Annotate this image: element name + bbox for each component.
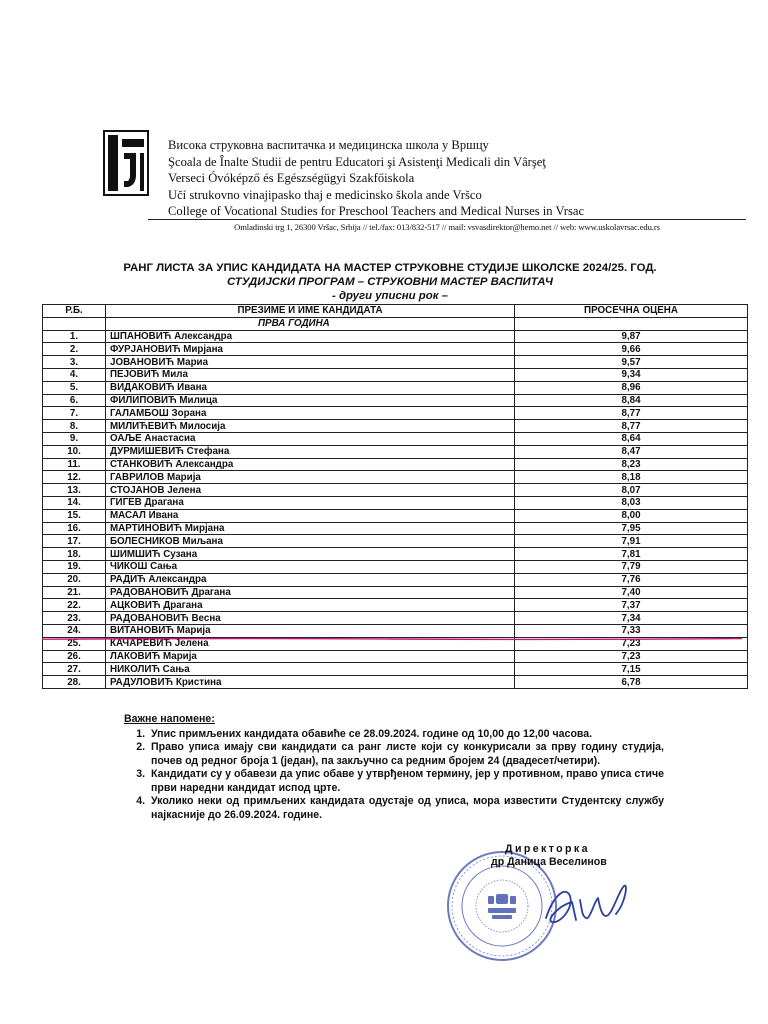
rank-cell: 7. xyxy=(43,407,106,420)
rank-cell: 2. xyxy=(43,343,106,356)
grade-cell: 9,57 xyxy=(515,356,748,369)
contact-line: Omladinski trg 1, 26300 Vršac, Srbija // tel./fax: 013/832-517 // mail: vsvasdirektor@hemo.net // web: www.uskolavrsac.edu.rs xyxy=(234,222,660,232)
grade-cell: 8,47 xyxy=(515,445,748,458)
name-cell: ГАЛАМБОШ Зорана xyxy=(106,407,515,420)
grade-cell: 6,78 xyxy=(515,676,748,689)
name-cell: ВИДАКОВИЋ Ивана xyxy=(106,381,515,394)
grade-cell: 8,23 xyxy=(515,458,748,471)
name-cell: ОАЉЕ Анастасиа xyxy=(106,432,515,445)
grade-cell: 7,33 xyxy=(515,624,748,637)
rank-cell: 15. xyxy=(43,509,106,522)
grade-cell: 8,84 xyxy=(515,394,748,407)
name-cell: ШИМШИЋ Сузана xyxy=(106,548,515,561)
grade-cell: 8,77 xyxy=(515,420,748,433)
grade-cell: 8,07 xyxy=(515,484,748,497)
grade-cell: 7,81 xyxy=(515,548,748,561)
note-item: 3. Кандидати су у обавези да упис обаве у утврђеном термину, јер у противном, право уписа стиче први наредни кандидат испод црте. xyxy=(148,768,664,795)
grade-cell: 7,23 xyxy=(515,650,748,663)
header-rank: Р.Б. xyxy=(43,305,106,318)
rank-cell: 25. xyxy=(43,637,106,650)
notes-heading: Важне напомене: xyxy=(124,713,215,725)
table-row xyxy=(43,420,748,433)
name-cell: ФУРЈАНОВИЋ Мирјана xyxy=(106,343,515,356)
table-row xyxy=(43,343,748,356)
grade-cell: 7,34 xyxy=(515,612,748,625)
institution-name-hungarian: Verseci Óvóképző és Egészségügyi Szakfőiskola xyxy=(168,171,415,186)
table-row xyxy=(43,560,748,573)
grade-cell: 7,15 xyxy=(515,663,748,676)
rank-cell: 13. xyxy=(43,484,106,497)
grade-cell: 9,66 xyxy=(515,343,748,356)
grade-cell: 8,03 xyxy=(515,496,748,509)
ranking-table xyxy=(42,304,748,689)
rank-cell: 23. xyxy=(43,612,106,625)
name-cell: МАСАЛ Ивана xyxy=(106,509,515,522)
name-cell: ЛАКОВИЋ Марија xyxy=(106,650,515,663)
note-item: 4. Уколико неки од примљених кандидата одустаје од уписа, мора известити Студентску службу најкасније до 26.09.2024. године. xyxy=(148,795,664,822)
name-cell: АЦКОВИЋ Драгана xyxy=(106,599,515,612)
table-row xyxy=(43,432,748,445)
grade-cell: 8,18 xyxy=(515,471,748,484)
important-notes xyxy=(124,713,664,822)
table-row xyxy=(43,624,748,637)
rank-cell: 14. xyxy=(43,496,106,509)
name-cell: ВИТАНОВИЋ Марија xyxy=(106,624,515,637)
header-divider xyxy=(148,219,746,220)
rank-cell: 20. xyxy=(43,573,106,586)
header-grade: ПРОСЕЧНА ОЦЕНА xyxy=(515,305,748,318)
table-row xyxy=(43,484,748,497)
signatory-name: др Даница Веселинов xyxy=(491,856,607,868)
name-cell: СТАНКОВИЋ Александра xyxy=(106,458,515,471)
grade-cell: 9,34 xyxy=(515,368,748,381)
grade-cell: 8,96 xyxy=(515,381,748,394)
table-row xyxy=(43,458,748,471)
signatory-role: Директорка xyxy=(505,843,590,855)
grade-cell: 7,37 xyxy=(515,599,748,612)
institution-name-serbian: Висока струковна васпитачка и медицинска школа у Вршцу xyxy=(168,138,489,152)
grade-cell: 8,00 xyxy=(515,509,748,522)
rank-cell: 10. xyxy=(43,445,106,458)
name-cell: ФИЛИПОВИЋ Милица xyxy=(106,394,515,407)
grade-cell: 8,64 xyxy=(515,432,748,445)
table-row xyxy=(43,394,748,407)
table-row xyxy=(43,381,748,394)
table-row xyxy=(43,676,748,689)
cutoff-pen-line xyxy=(42,637,742,641)
grade-cell: 9,87 xyxy=(515,330,748,343)
table-row xyxy=(43,573,748,586)
institution-names xyxy=(168,137,728,220)
table-row xyxy=(43,471,748,484)
name-cell: ГИГЕВ Драгана xyxy=(106,496,515,509)
name-cell: ПЕЈОВИЋ Мила xyxy=(106,368,515,381)
rank-cell: 19. xyxy=(43,560,106,573)
rank-cell: 27. xyxy=(43,663,106,676)
table-row xyxy=(43,612,748,625)
table-row xyxy=(43,548,748,561)
rank-cell: 6. xyxy=(43,394,106,407)
name-cell: ЧИКОШ Сања xyxy=(106,560,515,573)
grade-cell: 7,91 xyxy=(515,535,748,548)
rank-cell: 5. xyxy=(43,381,106,394)
rank-cell: 21. xyxy=(43,586,106,599)
school-logo-icon xyxy=(102,129,150,197)
table-header-row xyxy=(43,305,748,318)
name-cell: ЈОВАНОВИЋ Мариа xyxy=(106,356,515,369)
rank-cell: 16. xyxy=(43,522,106,535)
year-row xyxy=(43,317,748,330)
table-row xyxy=(43,663,748,676)
rank-cell: 1. xyxy=(43,330,106,343)
table-row xyxy=(43,522,748,535)
table-row xyxy=(43,535,748,548)
name-cell: БОЛЕСНИКОВ Миљана xyxy=(106,535,515,548)
rank-cell: 12. xyxy=(43,471,106,484)
rank-cell: 8. xyxy=(43,420,106,433)
table-row xyxy=(43,330,748,343)
document-title: РАНГ ЛИСТА ЗА УПИС КАНДИДАТА НА МАСТЕР СТРУКОВНЕ СТУДИЈЕ ШКОЛСКЕ 2024/25. ГОД. xyxy=(123,262,657,274)
name-cell: МАРТИНОВИЋ Мирјана xyxy=(106,522,515,535)
grade-cell: 7,95 xyxy=(515,522,748,535)
institution-name-english: College of Vocational Studies for Preschool Teachers and Medical Nurses in Vrsac xyxy=(168,204,585,219)
table-row xyxy=(43,586,748,599)
enrollment-round: - други уписни рок – xyxy=(332,290,448,302)
name-cell: РАДИЋ Александра xyxy=(106,573,515,586)
notes-list xyxy=(124,728,664,823)
rank-cell: 17. xyxy=(43,535,106,548)
name-cell: РАДОВАНОВИЋ Весна xyxy=(106,612,515,625)
grade-cell: 7,23 xyxy=(515,637,748,650)
name-cell: СТОЈАНОВ Јелена xyxy=(106,484,515,497)
table-row xyxy=(43,407,748,420)
name-cell: РАДУЛОВИЋ Кристина xyxy=(106,676,515,689)
rank-cell: 22. xyxy=(43,599,106,612)
rank-cell: 3. xyxy=(43,356,106,369)
rank-cell: 11. xyxy=(43,458,106,471)
header-name: ПРЕЗИМЕ И ИМЕ КАНДИДАТА xyxy=(106,305,515,318)
rank-cell: 24. xyxy=(43,624,106,637)
table-row xyxy=(43,368,748,381)
grade-cell: 7,79 xyxy=(515,560,748,573)
grade-cell: 7,76 xyxy=(515,573,748,586)
program-title: СТУДИЈСКИ ПРОГРАМ – СТРУКОВНИ МАСТЕР ВАСПИТАЧ xyxy=(227,276,553,288)
table-row xyxy=(43,496,748,509)
table-row xyxy=(43,445,748,458)
table-row xyxy=(43,509,748,522)
grade-cell: 8,77 xyxy=(515,407,748,420)
rank-cell: 26. xyxy=(43,650,106,663)
name-cell: ДУРМИШЕВИЋ Стефана xyxy=(106,445,515,458)
table-row xyxy=(43,650,748,663)
year-label: ПРВА ГОДИНА xyxy=(106,317,515,330)
rank-cell: 28. xyxy=(43,676,106,689)
handwritten-signature-icon xyxy=(536,872,636,942)
rank-cell: 9. xyxy=(43,432,106,445)
name-cell: ШПАНОВИЋ Александра xyxy=(106,330,515,343)
name-cell: НИКОЛИЋ Сања xyxy=(106,663,515,676)
rank-cell: 4. xyxy=(43,368,106,381)
name-cell: ГАВРИЛОВ Марија xyxy=(106,471,515,484)
grade-cell: 7,40 xyxy=(515,586,748,599)
note-item: 2. Право уписа имају сви кандидати са ранг листе који су конкурисали за прву годину студија, почев од редног броја 1 (један), па закључно са редним бројем 24 (двадесет/четири). xyxy=(148,741,664,768)
name-cell: КАЧАРЕВИЋ Јелена xyxy=(106,637,515,650)
table-row xyxy=(43,599,748,612)
institution-name-romanian: Şcoala de Înalte Studii de pentru Educatori şi Asistenţi Medicali din Vârşeţ xyxy=(168,154,546,169)
note-item: 1. Упис примљених кандидата обавиће се 28.09.2024. године од 10,00 до 12,00 часова. xyxy=(148,728,664,742)
rank-cell: 18. xyxy=(43,548,106,561)
name-cell: МИЛИЋЕВИЋ Милосија xyxy=(106,420,515,433)
table-row xyxy=(43,356,748,369)
name-cell: РАДОВАНОВИЋ Драгана xyxy=(106,586,515,599)
institution-name-romani: Učí strukovno vinajipasko thaj e medicinsko škola ande Vršco xyxy=(168,187,482,202)
